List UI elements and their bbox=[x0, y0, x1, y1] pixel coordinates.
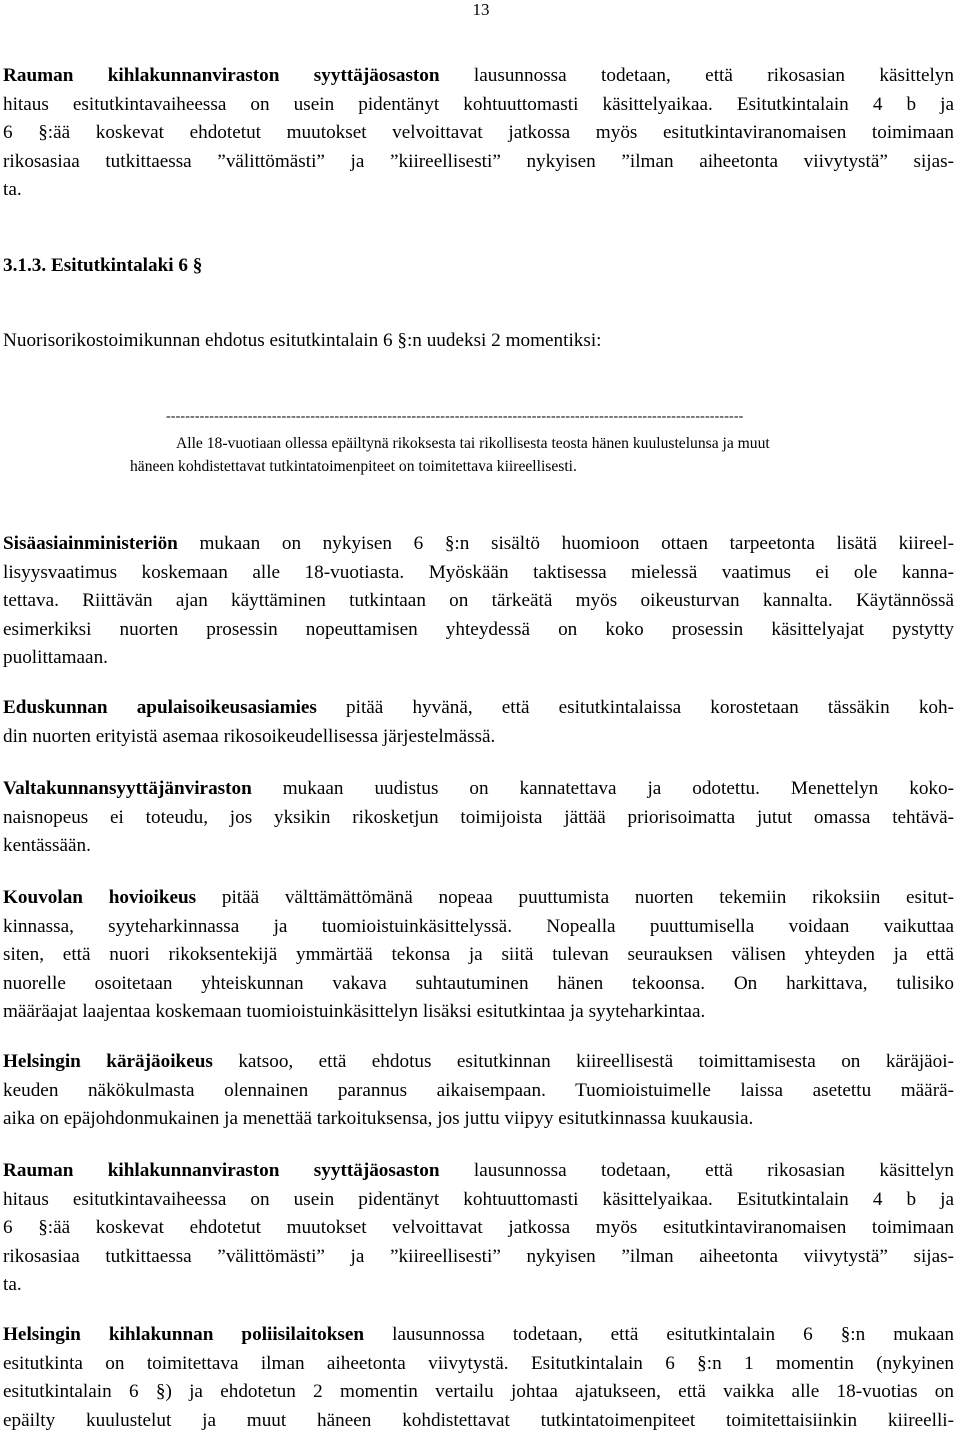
paragraph-helsingin-karajaoikeus: Helsingin käräjäoikeus katsoo, että ehdotus esitutkinnan kiireellisestä toimittamisesta on käräjäoi- keuden näkökulmasta olennainen parannus aikaisempaan. Tuomioistuimelle laissa asetettu määrä- aika on epäjohdonmukainen ja menettää tarkoituksensa, jos juttu viipyy esitutkinnassa kuukausia. bbox=[3, 1051, 954, 1129]
section-heading: 3.1.3. Esitutkintalaki 6 § bbox=[3, 255, 203, 276]
proposed-text-quote: Alle 18-vuotiaan ollessa epäiltynä rikoksesta tai rikollisesta teosta hänen kuulustelunsa ja muut häneen kohdistettavat tutkintatoimenpiteet on toimitettava kiireellisesti. bbox=[130, 435, 770, 475]
bold-org-name: Helsingin käräjäoikeus bbox=[3, 1051, 213, 1072]
bold-org-name: Rauman kihlakunnanviraston syyttäjäosaston bbox=[3, 65, 440, 86]
paragraph-apulaisoikeusasiamies: Eduskunnan apulaisoikeusasiamies pitää hyvänä, että esitutkintalaissa korostetaan tässäkin koh- din nuorten erityistä asemaa rikosoikeudellisessa järjestelmässä. bbox=[3, 697, 955, 747]
paragraph-rauman-1: Rauman kihlakunnanviraston syyttäjäosaston lausunnossa todetaan, että rikosasian käsittelyn hitaus esitutkintavaiheessa on usein pidentänyt kohtuuttomasti käsittelyaikaa. Esitutkintalain 4 b ja 6 §:ää koskevat ehdotetut muutokset velvoittavat jatkossa myös esitutkintaviranomaisen toimimaan rikosasiaa tutkittaessa ”välittömästi” ja ”kiireellisesti” nykyisen ”ilman aiheetonta viivytystä” sijas- ta. bbox=[3, 65, 954, 200]
paragraph-helsingin-poliisilaitos: Helsingin kihlakunnan poliisilaitoksen lausunnossa todetaan, että esitutkintalain 6 §:n mukaan esitutkinta on toimitettava ilman aiheetonta viivytystä. Esitutkintalain 6 §:n 1 momentin (nykyinen esitutkintalain 6 §) ja ehdotetun 2 momentin vertailu johtaa ajatukseen, että vaikka alle 18-vuotias on epäilty kuulustelut ja muut häneen kohdistettavat tutkintatoimenpiteet toimitettaisiinkin kiireelli- bbox=[3, 1324, 954, 1431]
bold-org-name: Rauman kihlakunnanviraston syyttäjäosaston bbox=[3, 1160, 440, 1181]
intro-text: Nuorisorikostoimikunnan ehdotus esitutkintalain 6 §:n uudeksi 2 momentiksi: bbox=[3, 330, 602, 351]
paragraph-valtakunnansyyttajanvirasto: Valtakunnansyyttäjänviraston mukaan uudistus on kannatettava ja odotettu. Menettelyn koko- naisnopeus ei toteudu, jos yksikin rikosketjun toimijoista jättää priorisoimatta jutut omassa tehtävä- kentässään. bbox=[3, 778, 954, 856]
bold-org-name: Helsingin kihlakunnan poliisilaitoksen bbox=[3, 1324, 365, 1345]
dashed-separator: ------------------------------------------------------------------------------------------------------------------------ bbox=[166, 409, 744, 424]
bold-org-name: Kouvolan hovioikeus bbox=[3, 887, 197, 908]
page-number: 13 bbox=[472, 0, 490, 19]
paragraph-kouvolan-hovioikeus: Kouvolan hovioikeus pitää välttämättömänä nopeaa puuttumista nuorten tekemiin rikoksiin esitut- kinnassa, syyteharkinnassa ja tuomioistuinkäsittelyssä. Nopealla puuttumisella voidaan vaikuttaa siten, että nuori rikoksentekijä ymmärtää tekonsa ja siitä tulevan seurauksen välisen yhteyden ja että nuorelle osoitetaan yhteiskunnan vakava suhtautuminen hänen tekoonsa. On harkittava, tulisiko määräajat laajentaa koskemaan tuomioistuinkäsittelyn lisäksi esitutkintaa ja syyteharkintaa. bbox=[3, 887, 954, 1022]
bold-org-name: Sisäasiainministeriön bbox=[3, 533, 178, 554]
paragraph-sisaasiainministerio: Sisäasiainministeriön mukaan on nykyisen 6 §:n sisältö huomioon ottaen tarpeetonta lisätä kiireel- lisyysvaatimus koskemaan alle 18-vuotiasta. Myöskään taktisessa mielessä vaatimus ei ole kanna- tettava. Riittävän ajan käyttäminen tutkintaan on tärkeätä myös oikeusturvan kannalta. Käytännössä esimerkiksi nuorten prosessin nopeuttamisen yhteydessä on koko prosessin käsittelyajat pystytty puolittamaan. bbox=[3, 533, 954, 668]
bold-org-name: Eduskunnan apulaisoikeusasiamies bbox=[3, 697, 317, 718]
bold-org-name: Valtakunnansyyttäjänviraston bbox=[3, 778, 252, 799]
paragraph-rauman-2: Rauman kihlakunnanviraston syyttäjäosaston lausunnossa todetaan, että rikosasian käsittelyn hitaus esitutkintavaiheessa on usein pidentänyt kohtuuttomasti käsittelyaikaa. Esitutkintalain 4 b ja 6 §:ää koskevat ehdotetut muutokset velvoittavat jatkossa myös esitutkintaviranomaisen toimimaan rikosasiaa tutkittaessa ”välittömästi” ja ”kiireellisesti” nykyisen ”ilman aiheetonta viivytystä” sijas- ta. bbox=[3, 1160, 954, 1295]
